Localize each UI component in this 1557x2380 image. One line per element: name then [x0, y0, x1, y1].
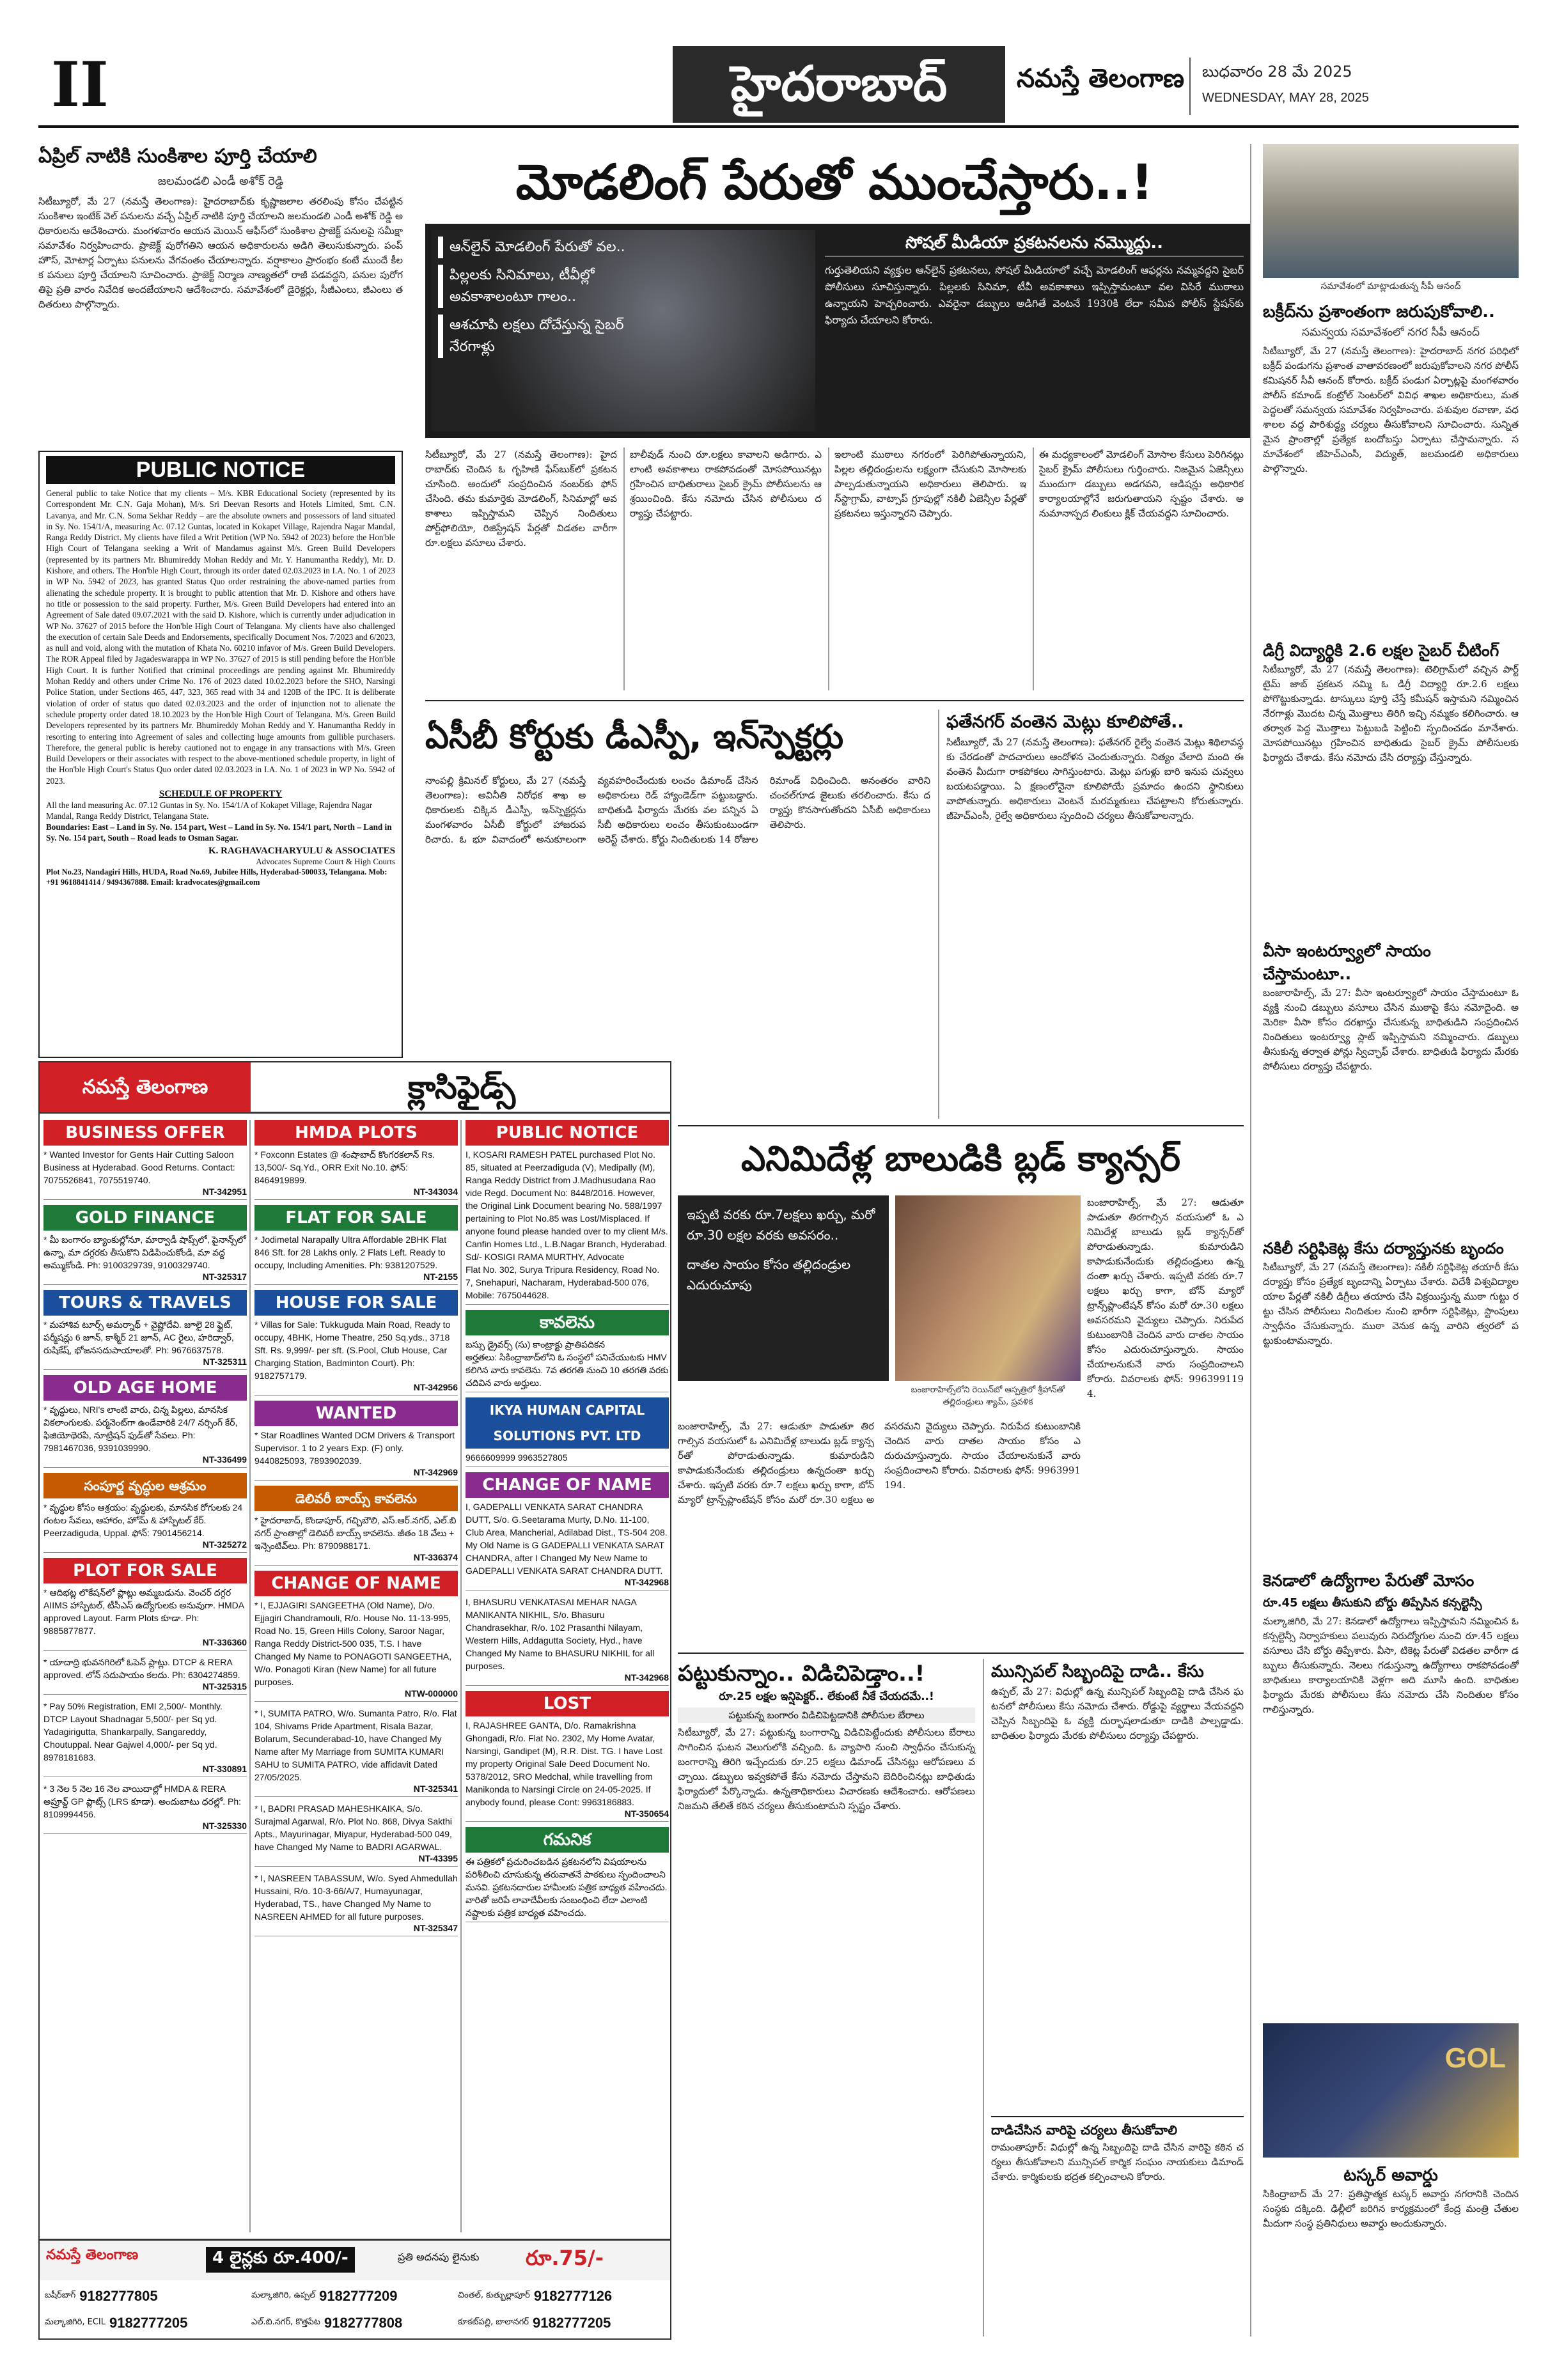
family-photo — [895, 1195, 1081, 1381]
classified-body: * వృద్ధులు, NRI's లాంటి వారు, చిన్న పిల్లలు, మానసిక వికలాంగులకు. పర్మనెంట్‌గా ఉండేవారికి 24/7 నర్సింగ్ కేర్, ఫిజియోథెరపి, నూట్రిషన్ ఫుడ్‌తో సేవలు. Ph: 7981467036, 9391039990. — [43, 1404, 240, 1453]
callout-item: ఇప్పటి వరకు రూ.7లక్షలు ఖర్చు, మరో రూ.30 లక్షల వరకు అవసరం.. — [687, 1207, 875, 1243]
story-bakrid — [1263, 300, 1522, 633]
date-telugu: బుధవారం 28 మే 2025 — [1202, 63, 1352, 81]
schedule-body: All the land measuring Ac. 07.12 Guntas in Sy. No. 154/1/A of Kokapet Village, Rajendra Nagar Mandal, Ranga Reddy District, Telangana State. — [46, 800, 373, 821]
classified-ad — [43, 1782, 247, 1834]
blood-cancer-headline: ఎనిమిదేళ్ల బాలుడికి బ్లడ్ క్యాన్సర్ — [740, 1139, 1180, 1179]
story-fake-certificates — [1263, 1237, 1522, 1569]
lead-headline: మోడలింగ్ పేరుతో ముంచేస్తారు..! — [515, 153, 1154, 210]
story-body: సిటీబ్యూరో, మే 27: పట్టుకున్న బంగారాన్ని విడిచిపెట్టేందుకు పోలీసులు బేరాలు సాగించిన ఘటన వెలుగులోకి వచ్చింది. ఓ వ్యాపారి నుంచి స్వాధీనం చేసుకున్న బంగారాన్ని తిరిగి ఇచ్చేందుకు రూ.25 లక్షలు డిమాండ్ చేసినట్లు ఆరోపణలు వచ్చాయి. డబ్బులు ఇవ్వకపోతే కేసు నమోదు చేస్తామని బెదిరించినట్లు బాధితుడు ఫిర్యాదులో పేర్కొన్నాడు. ఉన్నతాధికారులు విచారణకు ఆదేశించారు. ఆరోపణలు నిజమని తేలితే కఠిన చర్యలు తీసుకుంటామని స్పష్టం చేశారు. — [678, 1727, 978, 1812]
classified-body: ఈ పత్రికలో ప్రచురించబడిన ప్రకటనలోని విషయాలను పరిశీలించి చూసుకున్న తరువాతనే పాఠకులు స్పందించాలని మనవి. ప్రకటనదారుల హామీలకు పత్రిక బాధ్యత వహించదు. వారితో జరిపే లావాదేవీలకు సంబంధించి లేదా ఎలాంటి నష్టాలకు పత్రిక బాధ్యత వహించదు. — [466, 1856, 670, 1918]
classified-ad — [43, 1375, 247, 1468]
classified-code: NT-330891 — [202, 1764, 247, 1774]
classified-heading: CHANGE OF NAME — [466, 1472, 669, 1498]
notice-title: PUBLIC NOTICE — [46, 456, 395, 484]
story-municipal — [991, 1659, 1247, 2106]
lead-body-col2: బాలీవుడ్ నుంచి రూ.లక్షలు కావాలని అడిగారు. ఎలాంటి అవకాశాలు రాకపోవడంతో మోసపోయినట్లు గ్రహించిన బాధితురాలు సైబర్ క్రైమ్ పోలీసులను ఆశ్రయించింది. కేసు నమోదు చేసిన పోలీసులు దర్యాప్తు చేపట్టారు. — [630, 449, 825, 519]
footer-contact — [458, 2310, 664, 2337]
classified-code: NT-325330 — [202, 1821, 247, 1831]
headline: ఏప్రిల్ నాటికి సుంకిశాల పూర్తి చేయాలి — [38, 145, 317, 167]
story-degree-student — [1263, 639, 1522, 933]
meeting-photo — [1263, 144, 1519, 278]
classified-body: * Wanted Investor for Gents Hair Cutting Saloon Business at Hyderabad. Good Returns. Contact: 7075526841, 7075519740. — [43, 1149, 238, 1185]
classified-body: * I, BADRI PRASAD MAHESHKAIKA, S/o. Surajmal Agarwal, R/o. Plot No. 868, Divya Sakthi Apts., Mayurinagar, Miyapur, Hyderabad-500 049, have Changed My Name to BADRI AGARWAL. — [254, 1803, 455, 1852]
classified-body: * I, SUMITA PATRO, W/o. Sumanta Patro, R/o. Flat 104, Shivams Pride Apartment, Risala Bazar, Bolarum, Secunderabad-10, have Changed My Name after My Marriage from SUMITA KUMARI SAHU to SUMITA PATRO, vide affidavit Dated 27/05/2025. — [254, 1708, 460, 1782]
classified-heading: WANTED — [254, 1401, 458, 1426]
classified-body: * Pay 50% Registration, EMI 2,500/- Monthly. DTCP Layout Shadnagar 5,500/- per Sq yd. Yadagirigutta, Shankarpally, Sangareddy, Choutuppal. Near Gajwel 4,000/- per Sq yd. 8978181683. — [43, 1701, 225, 1762]
headline: ఫతేనగర్ వంతెన మెట్లు కూలిపోతే.. — [946, 712, 1184, 732]
classified-ad — [254, 1872, 458, 1936]
story-body: మల్కాజిగిరి, మే 27: కెనడాలో ఉద్యోగాలు ఇప్పిస్తామని నమ్మించిన ఓ కన్సల్టెన్సీ నిర్వాహకులు పలువురు నిరుద్యోగుల నుంచి రూ.45 లక్షలు వసూలు చేసి బోర్డు తిప్పేశారు. వీసా, టికెట్ల పేరుతో విడతల వారీగా డబ్బులు తీసుకున్నారు. నెలలు గడుస్తున్నా ఉద్యోగాలు రాకపోవడంతో బాధితులు కార్యాలయానికి వెళ్లగా అది మూసి ఉంది. బాధితుల ఫిర్యాదు మేరకు పోలీసులు కేసు నమోదు చేసి నిందితుల కోసం గాలిస్తున్నారు. — [1263, 1615, 1522, 1715]
classified-body: I, RAJASHREE GANTA, D/o. Ramakrishna Ghongadi, R/o. Flat No. 2302, My Home Avatar, Narsingi, Gandipet (M), R.R. Dist. TG. I have Lost my property Original Sale Deed Document No. 5378/2012, SRO Medchal, while travelling from Manikonda to Narsingi Circle on 24-05-2025. If anybody found, please Cont: 9963186883. — [466, 1720, 665, 1807]
classified-ad — [254, 1571, 458, 1702]
story-visa — [1263, 940, 1522, 1234]
callout-list — [438, 237, 630, 358]
callout-item: పిల్లలకు సినిమాలు, టీవీల్లో అవకాశాలంటూ గాలం.. — [438, 265, 630, 308]
contact-number: 9182777205 — [109, 2315, 188, 2331]
classified-heading: GOLD FINANCE — [43, 1205, 247, 1231]
headline: దాడిచేసిన వారిపై చర్యలు తీసుకోవాలి — [991, 2116, 1244, 2140]
story-body: సికింద్రాబాద్ మే 27: ప్రతిష్ఠాత్మక టస్కర్ అవార్డు నగరానికి చెందిన సంస్థకు దక్కింది. ఢిల్లీలో జరిగిన కార్యక్రమంలో కేంద్ర మంత్రి చేతుల మీదుగా సంస్థ ప్రతినిధులు అవార్డు అందుకున్నారు. — [1263, 2188, 1522, 2229]
classified-body: * I, NASREEN TABASSUM, W/o. Syed Ahmedullah Hussaini, R/o. 10-3-66/A/7, Humayunagar, Hyderabad, TS., have Changed My Name to NASREEN AHMED for all future purposes. — [254, 1873, 460, 1922]
notice-body: General public to take Notice that my clients – M/s. KBR Educational Society (represented by its Correspondent Mr. C.N. Gaja Mohan), M/s. Sri Deevan Resorts and Hotels Limited, Smt. C.N. Lavanya, and Mr. C.N. Soma Sekhar Reddy – are the absolute owners and possessors of land situated in Sy. No. 154/1/A, measuring Ac. 07.12 Guntas, located in Kokapet Village, Rajendra Nagar Mandal, Ranga Reddy District. My clients have filed a Writ Petition (WP No. 5942 of 2023) before the Hon'ble High Court of Telangana seeking a Writ of Mandamus against M/s. Green Build Developers (represented by its partners Mr. Bhumireddy Mohan Reddy and Mr. Y. Hanumantha Reddy), Mr. D. Kishore, and others. The Hon'ble High Court, through its order dated 02.03.2023 in I.A. No. 1 of 2023 in WP No. 5942 of 2023, has granted Status Quo order restraining the above-named parties from alienating the schedule property. It is brought to public attention that Mr. D. Kishore and others have no title or possession to the said property. Further, M/s. Green Build Developers had entered into an Agreement of Sale dated 09.07.2021 with the said D. Kishore, which is currently under adjudication in WP No. 37627 of 2015 before the Hon'ble High Court of Telangana. My clients have also challenged the execution of certain Sale Deeds and Endorsements, specifically Document Nos. 7/2023 and 6/2023, as null and void, along with the mutation of Khata No. 60210 infavor of M/s. Green Build Developers. The ROR Appeal filed by Jagadeswarappa in WP No. 37627 of 2015 is still pending before the Hon'ble High Court. It is further Notified that criminal proceedings are pending against Mr. Bhumireddy Mohan Reddy and others under Crime No. 176 of 2023 dated 10.02.2023 before the SHO, Narsingi Police Station, under Sections 465, 447, 323, 365 read with 34 and 120B of the IPC. It is deliberate violation of order of status quo dated 02.03.2023 and the order of injunction not to alienate the schedule property order dated 18.10.2023 by the Hon'ble High Court of Telangana. M/s. Green Build Developers represented by its partners Mr. Bhumireddy Mohan Reddy and Y. Hanumantha Reddy in resorting to entering into Agreement of sales and collecting huge amounts from gullible purchasers. Therefore, the general public is hereby cautioned not to engage in any transactions with M/s. Green Build Developers or their associates with respect to the above-mentioned schedule property, in light of the Hon'ble High Court's Status Quo order dated 02.03.2023 in I.A. No. 1 of 2023 in WP No. 5942 of 2023. — [46, 488, 395, 786]
classified-ad — [466, 1397, 669, 1467]
classified-body: * హైదరాబాద్, కొండాపూర్, గచ్చిబౌలి, ఎస్.ఆర్.నగర్, ఎల్.బి నగర్ ప్రాంతాల్లో డెలివరీ బాయ్స్ కావలెను. జీతం 18 వేలు + ఇన్సెంటివ్‌లు. Ph: 8790988171. — [254, 1515, 459, 1551]
headline: నకిలీ సర్టిఫికెట్ల కేసు దర్యాప్తునకు బృందం — [1263, 1240, 1504, 1257]
classified-code: NT-342951 — [202, 1186, 247, 1197]
classified-code: NT-325311 — [203, 1357, 247, 1367]
subhead: సమన్వయ సమావేశంలో నగర సీపీ ఆనంద్ — [1302, 326, 1480, 339]
classified-ad — [254, 1401, 458, 1481]
story-body: సిటీబ్యూరో, మే 27 (నమస్తే తెలంగాణ): టెలిగ్రామ్‌లో వచ్చిన పార్ట్ టైమ్ జాబ్ ప్రకటన నమ్మి ఓ డిగ్రీ విద్యార్థి రూ.2.6 లక్షలు పోగొట్టుకున్నాడు. టాస్కులు పూర్తి చేస్తే కమీషన్ ఇస్తామని నమ్మించిన నేరగాళ్లు మొదట చిన్న మొత్తాలు తిరిగి ఇచ్చి నమ్మకం కలిగించారు. ఆ తర్వాత పెద్ద మొత్తాలు పెట్టుబడి పెట్టించి స్పందించడం మానేశారు. మోసపోయినట్లు గ్రహించిన బాధితుడు సైబర్ క్రైమ్ పోలీసులకు ఫిర్యాదు చేశాడు. కేసు నమోదు చేసి దర్యాప్తు చేస్తున్నారు. — [1263, 664, 1522, 763]
story-sunkishala — [38, 144, 406, 444]
section-banner — [673, 46, 1005, 123]
classified-code: NT-325272 — [202, 1539, 247, 1550]
classified-body: * Star Roadlines Wanted DCM Drivers & Transport Supervisor. 1 to 2 years Exp. (F) only. 9440825093, 7893902039. — [254, 1430, 457, 1466]
award-photo — [1263, 2023, 1519, 2158]
footer-contact — [45, 2283, 251, 2310]
classified-ad — [43, 1473, 247, 1553]
side-panel — [825, 230, 1244, 432]
classified-code: NT-342956 — [413, 1382, 458, 1392]
classified-body: * Jodimetal Narapally Ultra Affordable 2BHK Flat 846 Sft. for 28 Lakhs only. 2 Flats Left. Ready to occupy, Including Amenities. Ph: 9381207529. — [254, 1234, 449, 1270]
classified-ad — [466, 1310, 669, 1392]
classified-ad — [43, 1700, 247, 1777]
contact-area: చింతల్, కుత్బుల్లాపూర్ — [458, 2291, 530, 2300]
classified-body: I, GADEPALLI VENKATA SARAT CHANDRA DUTT, S/o. G.Seetarama Murty, D.No. 11-100, Club Area, Mancherial, Adilabad Dist., TS-504 208. My Old Name is G GADEPALLI VENKATA SARAT CHANDRA, after I Changed My New Name to GADEPALLI VENKATA SARAT CHANDRA DUTT. — [466, 1502, 670, 1576]
classified-body: బస్సు డ్రైవర్స్ (సు) కాంట్రాక్టు ప్రాతిపదికన అర్హతలు: సికింద్రాబాద్‌లోని ఓ సంస్థలో పనిచేయుటకు HMV కలిగిన వారు కావలెను. 7వ తరగతి నుంచి 10 తరగతి వరకు చదివిన వారు అర్హులు. — [466, 1339, 669, 1388]
classified-code: NT-43395 — [418, 1853, 458, 1863]
masthead — [38, 45, 1519, 128]
lead-image-panel — [425, 224, 1250, 438]
headline: బక్రీద్‌ను ప్రశాంతంగా జరుపుకోవాలి.. — [1263, 302, 1495, 322]
acb-body: నాంపల్లి క్రిమినల్ కోర్టులు, మే 27 (నమస్తే తెలంగాణ): అవినీతి నిరోధక శాఖ అధికారులకు చిక్కిన డీఎస్పీ, ఇన్‌స్పెక్టర్లను మంగళవారం ఏసీబీ కోర్టులో హాజరుపరిచారు. ఓ భూ వివాదంలో అనుకూలంగా వ్యవహరించేందుకు లంచం డిమాండ్ చేసిన అధికారులు రెడ్ హ్యాండెడ్‌గా పట్టుబడ్డారు. బాధితుడి ఫిర్యాదు మేరకు వల పన్నిన ఏసీబీ అధికారులు లంచం తీసుకుంటుండగా అరెస్ట్ చేశారు. కోర్టు నిందితులకు 14 రోజుల రిమాండ్ విధించింది. అనంతరం వారిని చంచల్‌గూడ జైలుకు తరలించారు. కేసు దర్యాప్తు కొనసాగుతోందని ఏసీబీ అధికారులు తెలిపారు. — [425, 775, 934, 845]
classified-code: NT-342969 — [413, 1467, 458, 1477]
headline: టస్కర్ అవార్డు — [1343, 2166, 1438, 2185]
classified-body: * Villas for Sale: Tukkuguda Main Road, Ready to occupy, 4BHK, Home Theatre, 250 Sq.yds., 3718 Sft. Rs. 9,999/- per sft. (S.Pool, Club House, Car Charging Station, Badminton Court). Ph: 9182757179. — [254, 1319, 453, 1381]
story-body: సిటీబ్యూరో, మే 27 (నమస్తే తెలంగాణ): హైదరాబాద్ నగర పరిధిలో బక్రీద్ పండుగను ప్రశాంత వాతావరణంలో జరుపుకోవాలని నగర పోలీస్ కమిషనర్ సీవీ ఆనంద్ కోరారు. బక్రీద్ పండుగ ఏర్పాట్లపై మంగళవారం పోలీస్ కమాండ్ కంట్రోల్ సెంటర్‌లో వివిధ శాఖల అధికారులు, మత పెద్దలతో సమన్వయ సమావేశం నిర్వహించారు. పశువుల రవాణా, వధశాలల వద్ద పారిశుద్ధ్య చర్యలు తీసుకోవాలని సూచించారు. సున్నితమైన ప్రాంతాల్లో ప్రత్యేక బందోబస్తు ఏర్పాటు చేస్తామన్నారు. సమావేశంలో జీహెచ్‌ఎంసీ, విద్యుత్, జలమండలి అధికారులు పాల్గొన్నారు. — [1263, 345, 1522, 474]
classified-body: * ఆదిభట్ల లొకేషన్‌లో ప్లాట్లు అమ్మబడును. వెంచర్ దగ్గర AIIMS హాస్పిటల్, టీసీఎస్ ఉద్యోగులకు అనువుగా. HMDA approved Layout. Farm Plots కూడా. Ph: 9885877877. — [43, 1587, 247, 1636]
classifieds-title: క్లాసిఫైడ్స్ — [407, 1069, 516, 1106]
classified-heading: సంపూర్ణ వృద్ధుల ఆశ్రమం — [43, 1473, 247, 1498]
classified-code: NT-350654 — [624, 1808, 669, 1819]
classified-ad — [43, 1290, 247, 1370]
award-photo-label: GOL — [1444, 2042, 1506, 2074]
story-body: సిటీబ్యూరో, మే 27 (నమస్తే తెలంగాణ): హైదరాబాద్‌కు కృష్ణాజలాల తరలింపు కోసం చేపట్టిన సుంకిశాల ఇంటేక్ వెల్ పనులను వచ్చే ఏప్రిల్ నాటికి పూర్తి చేయాలని జలమండలి ఎండీ అశోక్ రెడ్డి అధికారులను ఆదేశించారు. మంగళవారం ఆయన మెయిన్ ఆఫీస్‌లో సుంకిశాల ప్రాజెక్ట్ పనులపై సమీక్షా సమావేశం నిర్వహించారు. ప్రాజెక్ట్ పురోగతిని ఆయన అధికారులను అడిగి తెలుసుకున్నారు. పంప్ హౌస్, మోటార్ల ఏర్పాటు పనులను వేగవంతం చేయాలన్నారు. వర్షాకాలం ప్రారంభం కంటే ముందే కీలక పనులు పూర్తి చేయాలని సూచించారు. ప్రాజెక్ట్ నిర్మాణ నాణ్యతలో రాజీ పడవద్దని, పనుల పురోగతిపై ప్రతి వారం నివేదిక అందజేయాలని ఆదేశించారు. సమావేశంలో డైరెక్టర్లు, సీజీఎంలు, జీఎంలు తదితరులు పాల్గొన్నారు. — [38, 196, 406, 310]
contact-number: 9182777805 — [79, 2288, 158, 2304]
classifieds — [38, 1061, 671, 2340]
contact-number: 9182777205 — [532, 2315, 611, 2331]
callout-item: దాతల సాయం కోసం తల్లిదండ్రుల ఎదురుచూపు — [687, 1257, 851, 1293]
headline: డిగ్రీ విద్యార్థికి 2.6 లక్షల సైబర్ చీటింగ్ — [1263, 641, 1499, 660]
classified-ad — [254, 1290, 458, 1396]
story-body: ఉప్పల్, మే 27: విధుల్లో ఉన్న మున్సిపల్ సిబ్బందిపై దాడి చేసిన ఘటనలో పోలీసులు కేసు నమోదు చేశారు. రోడ్డుపై వ్యర్థాలు వేయవద్దని చెప్పిన సిబ్బందిపై ఓ వ్యక్తి దుర్భాషలాడుతూ దాడికి పాల్పడ్డాడు. బాధితుల ఫిర్యాదు మేరకు పోలీసులు దర్యాప్తు చేపట్టారు. — [991, 1686, 1247, 1741]
classified-heading: TOURS & TRAVELS — [43, 1290, 247, 1316]
classified-code: NT-325315 — [202, 1681, 247, 1692]
contact-number: 9182777808 — [324, 2315, 403, 2331]
classified-code: NT-336360 — [202, 1637, 247, 1647]
callout-item: ఆన్‌లైన్ మోడలింగ్ పేరుతో వల.. — [438, 237, 630, 258]
classified-body: I, BHASURU VENKATASAI MEHAR NAGA MANIKANTA NIKHIL, S/o. Bhasuru Chandrasekhar, R/o. 102 Prasanthi Nilayam, Western Hills, Addagutta Society, Hyd., have Changed My Name to BHASURU NIKHIL for all purposes. — [466, 1597, 657, 1671]
classified-ad — [466, 1691, 669, 1822]
classified-heading: CHANGE OF NAME — [254, 1571, 458, 1596]
contact-area: కూకట్‌పల్లి, బాలానగర్ — [458, 2317, 529, 2327]
classified-ad — [254, 1205, 458, 1285]
date-english: WEDNESDAY, MAY 28, 2025 — [1202, 91, 1369, 105]
classified-code: NT-325347 — [413, 1923, 458, 1933]
boundaries: Boundaries: East – Land in Sy. No. 154 part, West – Land in Sy. No. 154/1 part, North – Land in Sy. No. 154 part, South – Road leads to Osman Sagar. — [46, 822, 392, 843]
subhead: రూ.45 లక్షలు తీసుకుని బోర్డు తిప్పేసిన కన్సల్టెన్సీ — [1263, 1596, 1482, 1610]
classified-code: NT-342968 — [624, 1577, 669, 1587]
advocate-name: K. RAGHAVACHARYULU & ASSOCIATES — [208, 846, 395, 857]
classified-code: NT-343034 — [413, 1186, 458, 1197]
classified-heading: IKYA HUMAN CAPITAL SOLUTIONS PVT. LTD — [466, 1397, 669, 1449]
classifieds-col-1 — [43, 1120, 247, 2232]
advocate-sub: Advocates Supreme Court & High Courts — [256, 857, 395, 867]
blood-body-side: బంజారాహిల్స్, మే 27: ఆడుతూ పాడుతూ తిరగాల్సిన వయసులో ఓ ఎనిమిదేళ్ల బాలుడు బ్లడ్ క్యాన్సర్‌తో పోరాడుతున్నాడు. కుమారుడిని కాపాడుకునేందుకు తల్లిదండ్రులు ఉన్నదంతా ఖర్చు చేశారు. ఇప్పటి వరకు రూ.7 లక్షలు ఖర్చు కాగా, బోన్ మ్యారో ట్రాన్స్‌ప్లాంటేషన్ కోసం మరో రూ.30 లక్షలు అవసరమని వైద్యులు చెప్పారు. నిరుపేద కుటుంబానికి చెందిన వారు దాతల సాయం కోసం ఎదురుచూస్తున్నారు. సాయం చేయాలనుకునే వారు సంప్రదించాలని కోరారు. వివరాలకు ఫోన్: 9963991194. — [1087, 1197, 1247, 1399]
classified-code: NTW-000000 — [405, 1688, 458, 1699]
lead-body-col4: ఈ మధ్యకాలంలో మోడలింగ్ మోసాల కేసులు పెరిగినట్లు సైబర్ క్రైమ్ పోలీసులు గుర్తించారు. నిజమైన ఏజెన్సీలు ముందుగా డబ్బులు అడగవని, ఆడిషన్లు అధికారిక కార్యాలయాల్లోనే జరుగుతాయని స్పష్టం చేశారు. అనుమానాస్పద లింకులు క్లిక్ చేయవద్దని సూచించారు. — [1039, 449, 1247, 519]
classified-heading: BUSINESS OFFER — [43, 1120, 247, 1146]
story-attack-action — [991, 2116, 1247, 2337]
footer-rate-2: రూ.75/- — [526, 2246, 604, 2270]
classified-body: 9666609999 9963527805 — [466, 1452, 568, 1463]
classified-body: * I, EJJAGIRI SANGEETHA (Old Name), D/o. Ejjagiri Chandramouli, R/o. House No. 11-13-995, Road No. 15, Green Hills Colony, Saroor Nagar, Ranga Reddy District-500 035, T.S. I have Changed My Name to PONAGOTI SANGEETHA, W/o. Ponagoti Kiran (New Name) for all future purposes. — [254, 1600, 454, 1687]
contact-area: మల్కాజిగిరి, ఉప్పల్ — [251, 2291, 316, 2300]
contact-number: 9182777126 — [533, 2288, 613, 2304]
classified-heading: FLAT FOR SALE — [254, 1205, 458, 1231]
story-body: సిటీబ్యూరో, మే 27 (నమస్తే తెలంగాణ): ఫతేనగర్ రైల్వే వంతెన మెట్లు శిథిలావస్థకు చేరడంతో పాదచారులు ఆందోళన చెందుతున్నారు. నిత్యం వేలాది మంది ఈ వంతెన మీదుగా రాకపోకలు సాగిస్తుంటారు. మెట్లు పగుళ్లు బారి ఇనుప చువ్వలు బయటపడ్డాయి. ఏ క్షణంలోనైనా కూలిపోయే ప్రమాదం ఉందని స్థానికులు వాపోతున్నారు. అధికారులు వెంటనే మరమ్మతులు చేపట్టాలని కోరుతున్నారు. జీహెచ్‌ఎంసీ, రైల్వే అధికారులు స్పందించి చర్యలు తీసుకోవాలన్నారు. — [946, 736, 1247, 821]
classified-ad — [466, 1827, 669, 1922]
side-head: సోషల్ మీడియా ప్రకటనలను నమ్మొద్దు.. — [825, 230, 1244, 257]
photo-caption: సమావేశంలో మాట్లాడుతున్న సీపీ ఆనంద్ — [1320, 281, 1461, 292]
story-tusker-award — [1263, 2164, 1522, 2337]
classified-body: * వృద్ధుల కోసం ఆశ్రయం: వృద్ధులకు, మానసిక రోగులకు 24 గంటల సేవలు, ఆహారం, హోమ్ & హాస్పిటల్ కేర్. Peerzadiguda, Uppal. ఫోన్: 7901456214. — [43, 1502, 246, 1538]
headline: మున్సిపల్ సిబ్బందిపై దాడి.. కేసు — [991, 1662, 1204, 1681]
classified-ad — [254, 1120, 458, 1200]
classified-ad — [466, 1596, 669, 1686]
classified-ad — [254, 1802, 458, 1867]
story-gold — [678, 1659, 978, 2337]
subhead: రూ.25 లక్షల ఇన్షిపెక్టర్.. లేకుంటే నీకే చేయదమే..! — [719, 1690, 934, 1703]
classified-code: NT-336499 — [202, 1454, 247, 1465]
section-title: హైదరాబాద్ — [730, 55, 948, 112]
classified-code: NT-336374 — [413, 1552, 458, 1562]
classified-heading: గమనిక — [466, 1827, 669, 1853]
story-body: సిటీబ్యూరో, మే 27 (నమస్తే తెలంగాణ): నకిలీ సర్టిఫికెట్ల తయారీ కేసు దర్యాప్తు కోసం ప్రత్యేక బృందాన్ని ఏర్పాటు చేశారు. విదేశీ విశ్వవిద్యాలయాల పేర్లతో నకిలీ డిగ్రీలు తయారు చేసి విక్రయిస్తున్న ముఠా గుట్టు రట్టు చేసిన పోలీసులు నిందితుల నుంచి భారీగా సర్టిఫికెట్లు, స్టాంపులు స్వాధీనం చేసుకున్నారు. ముఠా వెనుక ఉన్న వారిని త్వరలో పట్టుకుంటామన్నారు. — [1263, 1261, 1522, 1346]
byline: జలమండలి ఎండీ అశోక్ రెడ్డి — [157, 175, 284, 188]
classified-body: * మహాశివ టూర్స్ అమర్నాథ్ + వైష్ణోదేవి. జూలై 28 ఫ్లైట్, పర్మీషన్లు 6 జూన్, కాశ్మీర్ 21 జూన్, AC రైలు, హరిద్వార్, రుషికేష్, భోజనసదుపాయాలతో. Ph: 9676637578. — [43, 1319, 237, 1355]
headline: వీసా ఇంటర్వ్యూలో సాయం చేస్తామంటూ.. — [1263, 942, 1431, 983]
contact-area: మల్కాజిగిరి, ECIL — [45, 2317, 106, 2327]
classified-body: * Foxconn Estates @ శంషాబాద్ కొంగరకలాన్ Rs. 13,500/- Sq.Yd., ORR Exit No.10. ఫోన్: 8464919899. — [254, 1149, 438, 1185]
side-body: గుర్తుతెలియని వ్యక్తుల ఆన్‌లైన్ ప్రకటనలు, సోషల్ మీడియాలో వచ్చే మోడలింగ్ ఆఫర్లను నమ్మవద్దని సైబర్ పోలీసులు సూచిస్తున్నారు. పిల్లలకు సినిమా, టీవీ అవకాశాలు ఇప్పిస్తామంటూ వల విసిరే ముఠాలు ఉన్నాయని హెచ్చరించారు. ఎవరైనా డబ్బులు అడిగితే వెంటనే 1930కి లేదా సమీప పోలీస్ స్టేషన్‌కు ఫిర్యాదు చేయాలని కోరారు. — [825, 264, 1244, 326]
schedule-title: SCHEDULE OF PROPERTY — [159, 789, 283, 800]
contact-area: బషీర్‌బాగ్ — [45, 2291, 76, 2300]
story-body: బంజారాహిల్స్, మే 27: వీసా ఇంటర్వ్యూలో సాయం చేస్తామంటూ ఓ వ్యక్తి నుంచి డబ్బులు వసూలు చేసిన ముఠాపై కేసు నమోదైంది. అమెరికా వీసా కోసం దరఖాస్తు చేసుకున్న బాధితుడిని సంప్రదించిన నిందితులు ఇంటర్వ్యూ స్లాట్ ఇప్పిస్తామని నమ్మించారు. డబ్బులు తీసుకున్న తర్వాత ఫోన్లు స్విచ్ఛాఫ్ చేశారు. బాధితుడి ఫిర్యాదు మేరకు పోలీసులు దర్యాప్తు చేపట్టారు. — [1263, 987, 1522, 1072]
story-fatehnagar — [946, 710, 1247, 1119]
story-canada-jobs — [1263, 1569, 1522, 2017]
classified-ad — [43, 1656, 247, 1695]
classified-ad — [466, 1120, 669, 1305]
classified-code: NT-342968 — [624, 1672, 669, 1683]
classifieds-header — [40, 1062, 670, 1114]
footer-contact — [251, 2283, 458, 2310]
classifieds-col-3 — [466, 1120, 669, 2232]
contact-number: 9182777209 — [319, 2288, 398, 2304]
classified-ad — [43, 1205, 247, 1285]
acb-headline: ఏసీబీ కోర్టుకు డీఎస్పీ, ఇన్‌స్పెక్టర్లు — [425, 718, 844, 756]
classifieds-col-2 — [254, 1120, 458, 2232]
story-body: రామంతాపూర్: విధుల్లో ఉన్న సిబ్బందిపై దాడి చేసిన వారిపై కఠిన చర్యలు తీసుకోవాలని మున్సిపల్ కార్మిక సంఘం నాయకులు డిమాండ్ చేశారు. కార్మికులకు భద్రత కల్పించాలని కోరారు. — [991, 2142, 1247, 2182]
footer-contact — [458, 2283, 664, 2310]
headline: పట్టుకున్నాం.. విడిచిపెడ్తాం..! — [678, 1661, 925, 1686]
classified-heading: HMDA PLOTS — [254, 1120, 458, 1146]
classified-code: NT-325341 — [413, 1784, 458, 1794]
advocate-address: Plot No.23, Nandagiri Hills, HUDA, Road No.69, Jubilee Hills, Hyderabad-500033, Telangana. Mob: +91 9618841414 / 9494367888. Email: kradvocates@gmail.com — [46, 867, 387, 887]
classified-heading: డెలివరీ బాయ్స్ కావలెను — [254, 1486, 458, 1511]
classified-body: I, KOSARI RAMESH PATEL purchased Plot No. 85, situated at Peerzadiguda (V), Medipally (M), Ranga Reddy District from J.Madhusudana Rao vide Regd. Document No: 8448/2016. However, the Original Link Document bearing No. 588/1997 pertaining to Plot No.85 was Lost/Misplaced. If anyone found please handed over to my client M/s. Canfin Homes Ltd., L.B.Nagar Branch, Hyderabad. Sd/- KOSIGI RAMA MURTHY, Advocate Flat No. 302, Surya Tripura Residency, Road No. 7, Snehapuri, Nacharam, Hyderabad-500 076, Mobile: 7675044628. — [466, 1149, 668, 1300]
classified-heading: HOUSE FOR SALE — [254, 1290, 458, 1316]
classified-body: * 3 నెల 5 నెల 16 నెల వాయిదాల్లో HMDA & RERA అప్రూవ్డ్ GP ప్లాట్స్ (LRS కూడా). అందుబాటు ధరల్లో. Ph: 8109994456. — [43, 1784, 244, 1819]
public-notice — [38, 451, 403, 1058]
classified-code: NT-325317 — [202, 1272, 247, 1282]
lead-body-col3: ఇలాంటి ముఠాలు నగరంలో పెరిగిపోతున్నాయని, పిల్లల తల్లిదండ్రులను లక్ష్యంగా చేసుకుని మోసాలకు పాల్పడుతున్నాయని అధికారులు తెలిపారు. ఇన్‌స్టాగ్రామ్, వాట్సాప్ గ్రూపుల్లో నకిలీ ఏజెన్సీల పేర్లతో ప్రకటనలు ఇస్తున్నారని చెప్పారు. — [834, 449, 1029, 519]
classifieds-footer — [40, 2239, 670, 2338]
classifieds-brand: నమస్తే తెలంగాణ — [40, 1062, 251, 1112]
contact-area: ఎల్.బి.నగర్, కొత్తపేట — [251, 2317, 320, 2327]
footer-contact — [45, 2310, 251, 2337]
classified-ad — [466, 1472, 669, 1591]
classified-ad — [43, 1120, 247, 1200]
classified-ad — [43, 1558, 247, 1651]
subhead-2: పట్టుకున్న బంగారం విడిచిపెట్టడానికి పోలీసుల బేరాలు — [678, 1707, 975, 1723]
classified-body: * యాదాద్రి భువనగిరిలో ఓపెన్ ప్లాట్లు. DTCP & RERA approved. లోన్ సదుపాయం కలదు. Ph: 6304274859. — [43, 1657, 240, 1680]
page-number: II — [51, 49, 109, 121]
classified-heading: OLD AGE HOME — [43, 1375, 247, 1401]
footer-contact — [251, 2310, 458, 2337]
footer-rate-1: 4 లైన్లకు రూ.400/- — [206, 2247, 355, 2273]
brand-name: నమస్తే తెలంగాణ — [1017, 64, 1185, 93]
classified-heading: కావలెను — [466, 1310, 669, 1335]
classified-heading: PUBLIC NOTICE — [466, 1120, 669, 1146]
classified-body: * మీ బంగారం బ్యాంకుల్లోనూ, మార్వాడీ షాప్స్‌లో, పైనాన్స్‌లో ఉన్నా, మా దగ్గరకు తీసుకొని విడిపించుకోండి, మా వద్ద అమ్ముకోండి. Ph: 9100329739, 9100329740. — [43, 1234, 249, 1270]
classified-ad — [254, 1486, 458, 1566]
blood-body-bottom: బంజారాహిల్స్, మే 27: ఆడుతూ పాడుతూ తిరగాల్సిన వయసులో ఓ ఎనిమిదేళ్ల బాలుడు బ్లడ్ క్యాన్సర్‌తో పోరాడుతున్నాడు. కుమారుడిని కాపాడుకునేందుకు తల్లిదండ్రులు ఉన్నదంతా ఖర్చు చేశారు. ఇప్పటి వరకు రూ.7 లక్షలు ఖర్చు కాగా, బోన్ మ్యారో ట్రాన్స్‌ప్లాంటేషన్ కోసం మరో రూ.30 లక్షలు అవసరమని వైద్యులు చెప్పారు. నిరుపేద కుటుంబానికి చెందిన వారు దాతల సాయం కోసం ఎదురుచూస్తున్నారు. సాయం చేయాలనుకునే వారు సంప్రదించాలని కోరారు. వివరాలకు ఫోన్: 9963991194. — [678, 1420, 1084, 1505]
footer-rate-note: ప్రతి అదనపు లైనుకు — [398, 2251, 480, 2263]
footer-contacts — [40, 2280, 670, 2339]
callout-item: ఆశచూపి లక్షలు దోచేస్తున్న సైబర్ నేరగాళ్లు — [438, 315, 630, 358]
footer-brand: నమస్తే తెలంగాణ — [46, 2247, 139, 2263]
lead-body-col1: సిటీబ్యూరో, మే 27 (నమస్తే తెలంగాణ): హైదరాబాద్‌కు చెందిన ఓ గృహిణి ఫేస్‌బుక్‌లో ప్రకటన చూసింది. అందులో సంప్రదించిన నంబర్‌కు ఫోన్ చేసింది. తమ కుమార్తెకు మోడలింగ్, సినిమాల్లో అవకాశాలు ఇప్పిస్తామని చెప్పిన నిందితులు పోర్ట్‌ఫోలియో, రిజిస్ట్రేషన్ పేర్లతో విడతల వారీగా రూ.లక్షలు వసూలు చేశారు. — [425, 449, 620, 548]
classified-ad — [254, 1707, 458, 1797]
blood-callout-box — [678, 1195, 889, 1381]
headline: కెనడాలో ఉద్యోగాల పేరుతో మోసం — [1263, 1571, 1475, 1590]
classified-heading: PLOT FOR SALE — [43, 1558, 247, 1583]
classified-code: NT-2155 — [423, 1272, 458, 1282]
photo-caption: బంజారాహిల్స్‌లోని రెయిన్‌బో ఆస్పత్రిలో శ్రీహాన్‌తో తల్లిదండ్రులు శ్యామ్, ప్రవళిక — [911, 1385, 1065, 1407]
classified-heading: LOST — [466, 1691, 669, 1716]
